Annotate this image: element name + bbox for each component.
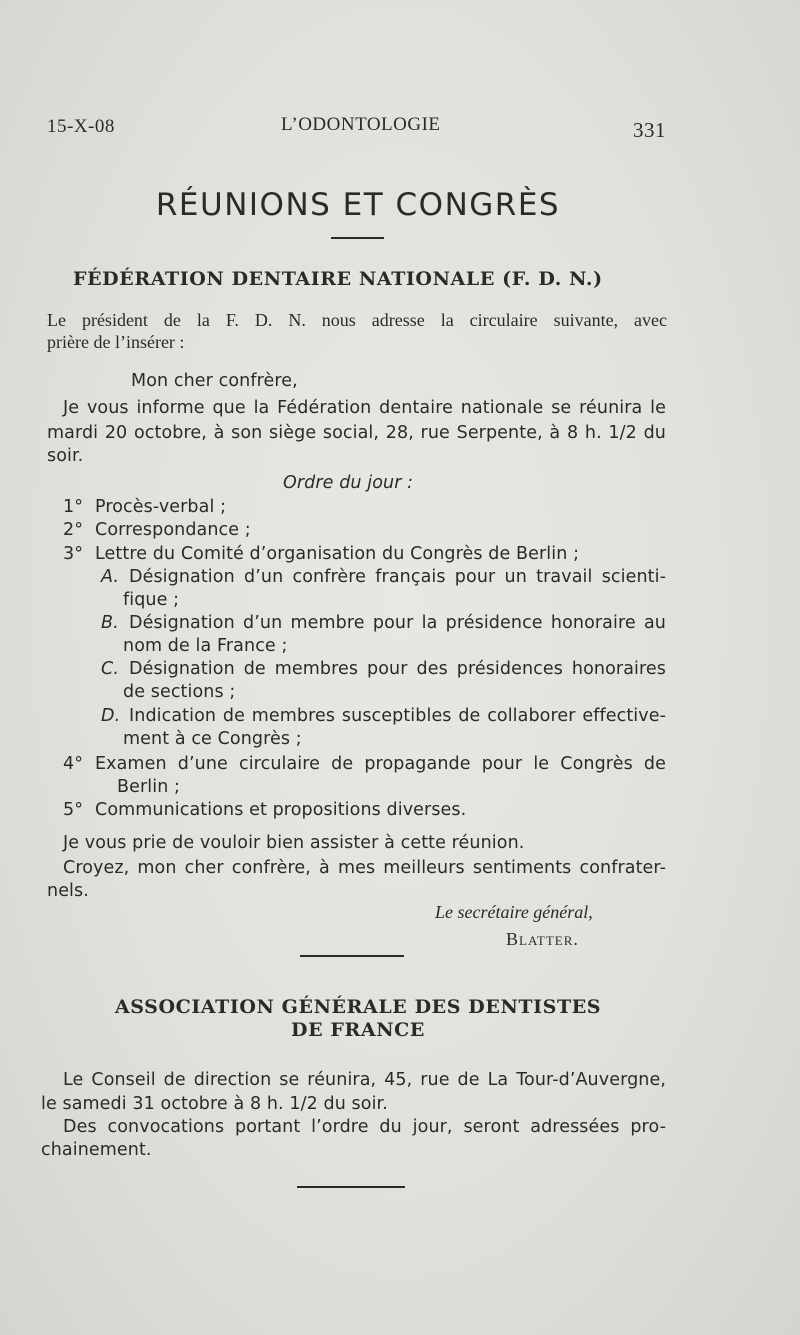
agenda-item-number: 1° (63, 497, 84, 517)
sub-item-text: Désignation de membres pour des présidences honoraires (129, 659, 666, 679)
agenda-item-text: Correspondance ; (95, 520, 251, 540)
agenda-item-number: 2° (63, 520, 84, 540)
closing-line-3: nels. (47, 881, 89, 901)
agenda-item-number: 5° (63, 800, 84, 820)
agdf-body-line-1: Le Conseil de direction se réunira, 45, rue de La Tour-d’Auvergne, (63, 1070, 666, 1090)
sub-item-text-cont: fique ; (123, 590, 180, 610)
sub-item-text-cont: nom de la France ; (123, 636, 288, 656)
intro-line-2: prière de l’insérer : (47, 332, 185, 352)
page-title: RÉUNIONS ET CONGRÈS (155, 187, 561, 223)
sub-item-text: Désignation d’un membre pour la présidence honoraire au (129, 613, 666, 633)
closing-line-2: Croyez, mon cher confrère, à mes meilleurs sentiments confrater- (63, 858, 666, 878)
agdf-body-line-4: chainement. (41, 1140, 152, 1160)
section-heading-agdf-line-1: ASSOCIATION GÉNÉRALE DES DENTISTES (114, 996, 602, 1018)
agenda-item-number: 3° (63, 544, 84, 564)
header-journal-title: L’ODONTOLOGIE (281, 114, 441, 135)
sub-item-letter: A. (101, 567, 120, 587)
agenda-heading: Ordre du jour : (283, 473, 414, 493)
sub-item-letter: D. (101, 706, 121, 726)
header-date: 15-X-08 (47, 116, 115, 137)
section-heading-agdf-line-2: DE FRANCE (291, 1019, 425, 1041)
signature-name: Blatter. (506, 929, 579, 949)
letter-line-2: mardi 20 octobre, à son siège social, 28, rue Serpente, à 8 h. 1/2 du (47, 423, 666, 443)
letter-line-1: Je vous informe que la Fédération dentaire nationale se réunira le (63, 398, 666, 418)
page-number: 331 (633, 118, 666, 142)
intro-line-1: Le président de la F. D. N. nous adresse la circulaire suivante, avec (47, 310, 667, 330)
agenda-item-text-cont: Berlin ; (117, 777, 181, 797)
agenda-item-text: Lettre du Comité d’organisation du Congrès de Berlin ; (95, 544, 580, 564)
agenda-item-text: Examen d’une circulaire de propagande pour le Congrès de (95, 754, 666, 774)
section-divider (300, 955, 404, 957)
title-rule (331, 237, 384, 239)
signature-title: Le secrétaire général, (435, 902, 593, 922)
sub-item-letter: C. (101, 659, 119, 679)
sub-item-text: Désignation d’un confrère français pour un travail scienti- (129, 567, 666, 587)
sub-item-text: Indication de membres susceptibles de collaborer effective- (129, 706, 666, 726)
sub-item-text-cont: de sections ; (123, 682, 236, 702)
sub-item-letter: B. (101, 613, 119, 633)
agdf-body-line-2: le samedi 31 octobre à 8 h. 1/2 du soir. (41, 1094, 388, 1114)
agenda-item-text: Procès-verbal ; (95, 497, 227, 517)
sub-item-text-cont: ment à ce Congrès ; (123, 729, 302, 749)
closing-line-1: Je vous prie de vouloir bien assister à cette réunion. (63, 833, 525, 853)
agdf-body-line-3: Des convocations portant l’ordre du jour, seront adressées pro- (63, 1117, 666, 1137)
agenda-item-number: 4° (63, 754, 84, 774)
letter-line-3: soir. (47, 446, 84, 466)
agenda-item-text: Communications et propositions diverses. (95, 800, 467, 820)
section-heading-fdn: FÉDÉRATION DENTAIRE NATIONALE (F. D. N.) (73, 268, 603, 290)
end-rule (297, 1186, 405, 1188)
salutation: Mon cher confrère, (131, 371, 298, 391)
